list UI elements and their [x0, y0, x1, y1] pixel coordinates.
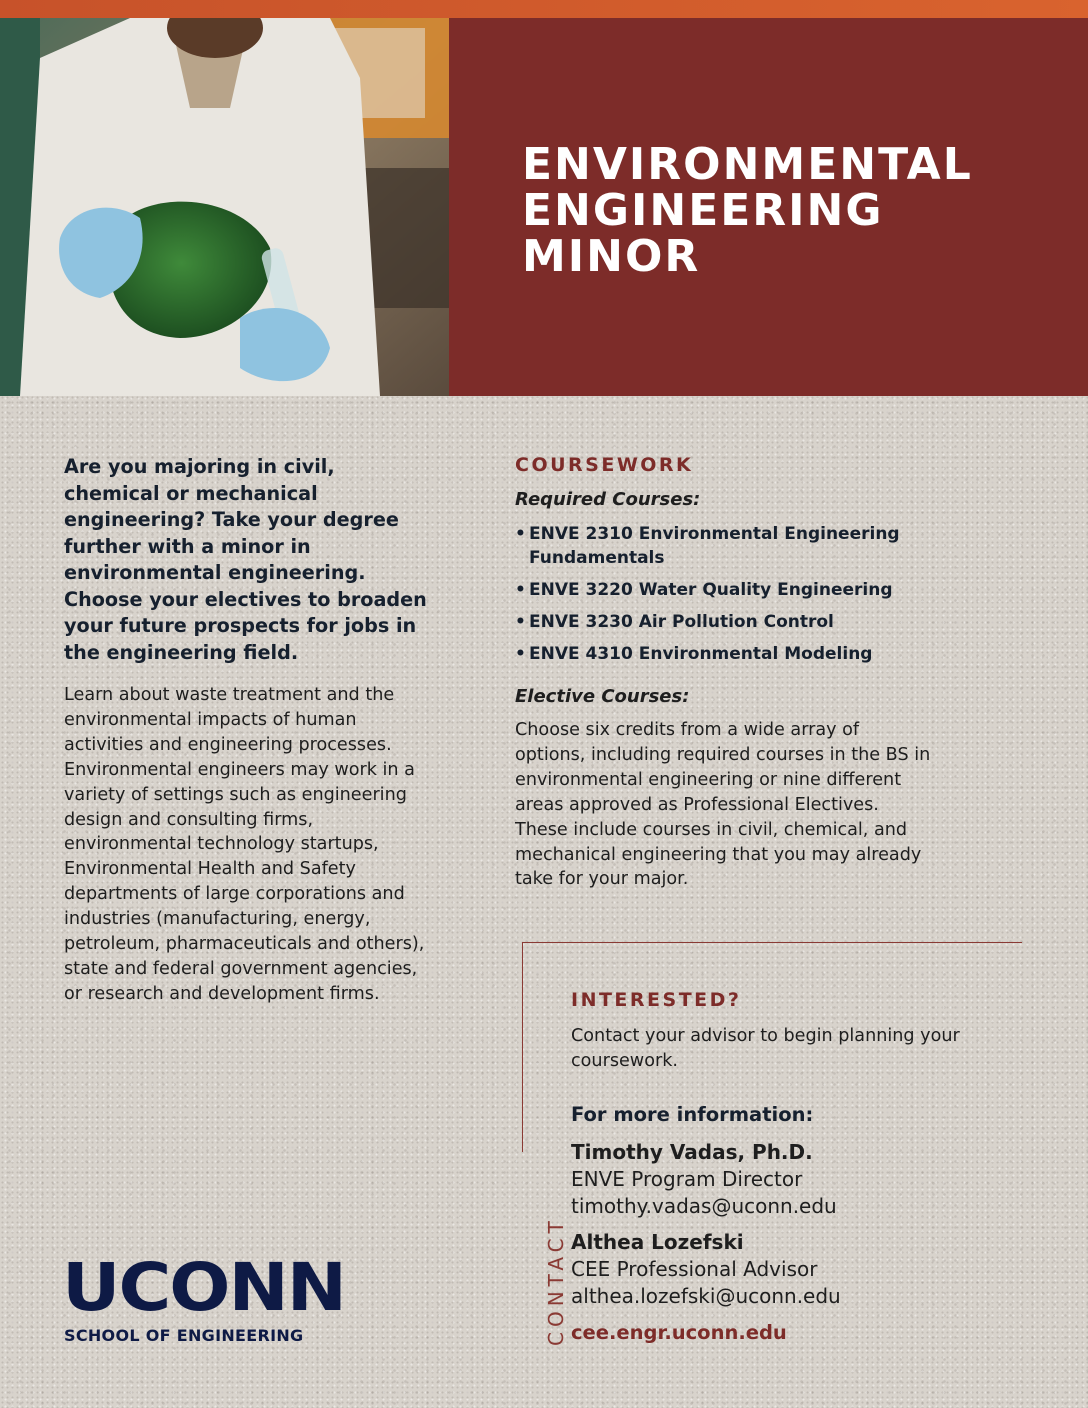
- elective-description: Choose six credits from a wide array of options, including required courses in the BS in environmental engineering or nine different areas approved as Professional Electives. These include courses in civil, chemical, and mechanical engineering that you may already take for your major.: [515, 720, 931, 890]
- title-line: MINOR: [522, 231, 701, 282]
- list-item: • ENVE 4310 Environmental Modeling: [515, 642, 935, 666]
- title-line: ENGINEERING: [522, 185, 884, 236]
- contact-divider-horizontal: [522, 942, 1022, 943]
- top-accent-bar: [0, 0, 1088, 18]
- list-item: • ENVE 3220 Water Quality Engineering: [515, 578, 935, 602]
- contact-name: Althea Lozefski: [571, 1230, 744, 1254]
- uconn-logo-subtitle: SCHOOL OF ENGINEERING: [64, 1326, 304, 1345]
- contact-person-lozefski: [571, 1229, 841, 1310]
- more-info-label: For more information:: [571, 1103, 814, 1126]
- contact-advisor-text: Contact your advisor to begin planning your coursework.: [571, 1026, 960, 1071]
- contact-title: ENVE Program Director: [571, 1167, 803, 1191]
- contact-name: Timothy Vadas, Ph.D.: [571, 1140, 813, 1164]
- page-title: [522, 139, 973, 282]
- list-item: • ENVE 3230 Air Pollution Control: [515, 610, 935, 634]
- interested-heading: INTERESTED?: [571, 989, 742, 1011]
- contact-email-link[interactable]: timothy.vadas@uconn.edu: [571, 1194, 837, 1218]
- contact-divider-vertical: [522, 942, 523, 1152]
- list-item: • ENVE 2310 Environmental Engineering Fundamentals: [515, 522, 935, 570]
- elective-courses-heading: Elective Courses:: [515, 686, 690, 707]
- required-course-list: [515, 522, 935, 674]
- contact-person-vadas: [571, 1139, 837, 1220]
- uconn-logo-wordmark: UCONN: [62, 1248, 346, 1326]
- hero-photo-lab-scientist: [0, 18, 449, 396]
- contact-email-link[interactable]: althea.lozefski@uconn.edu: [571, 1284, 841, 1308]
- contact-title: CEE Professional Advisor: [571, 1257, 818, 1281]
- required-courses-heading: Required Courses:: [515, 489, 701, 510]
- hero-title-panel: [449, 18, 1088, 396]
- coursework-heading: COURSEWORK: [515, 454, 694, 476]
- description-paragraph: Learn about waste treatment and the environmental impacts of human activities and engineering processes. Environmental engineers may work in a variety of settings such as engineering design and consulting firms, environmental technology startups, Environmental Health and Safety departments of large corporations and industries (manufacturing, energy, petroleum, pharmaceuticals and others), state and federal government agencies, or research and development firms.: [64, 685, 425, 1004]
- website-link[interactable]: cee.engr.uconn.edu: [571, 1321, 787, 1344]
- title-line: ENVIRONMENTAL: [522, 139, 973, 190]
- intro-paragraph: Are you majoring in civil, chemical or mechanical engineering? Take your degree further with a minor in environmental engineering. Choose your electives to broaden your future prospects for jobs in the engineering field.: [64, 455, 427, 664]
- contact-vertical-label: CONTACT: [544, 1216, 568, 1346]
